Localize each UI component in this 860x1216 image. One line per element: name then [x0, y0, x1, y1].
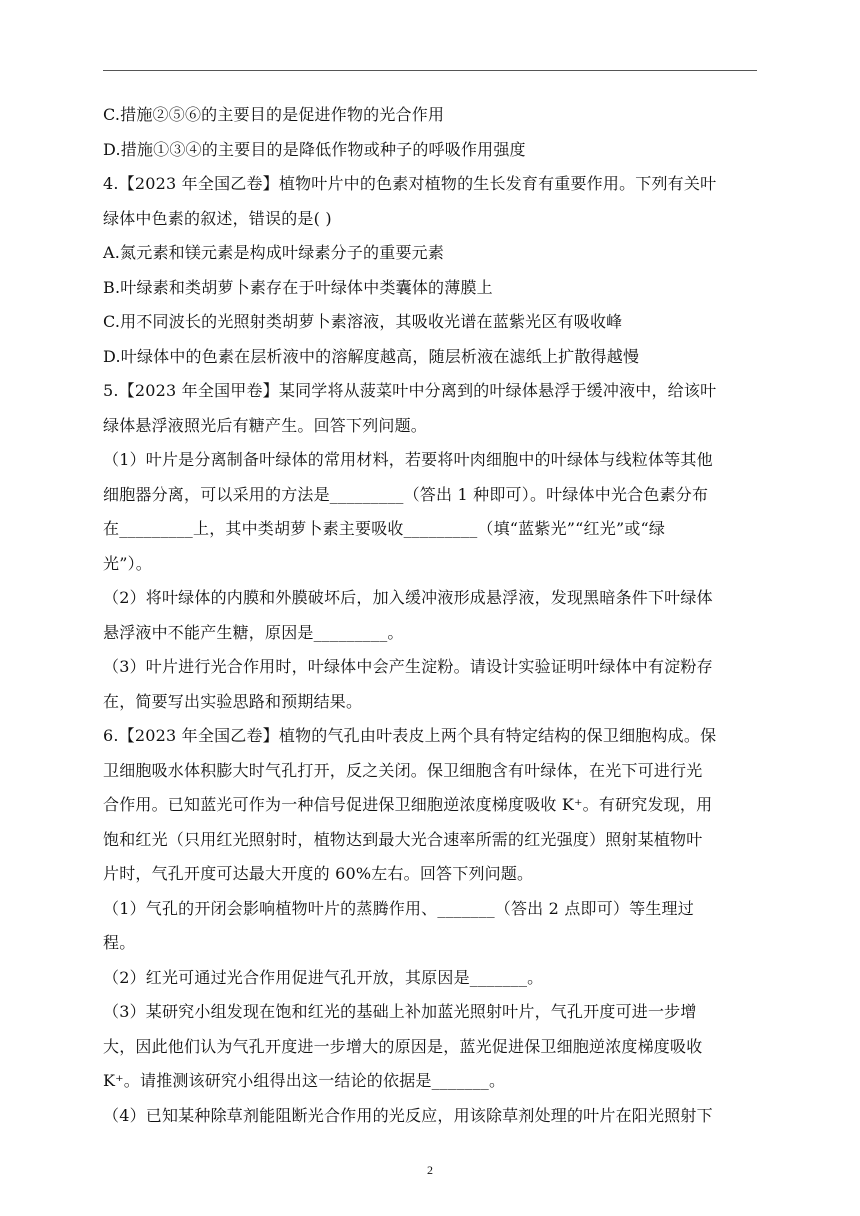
document-body: [103, 102, 763, 1137]
text-line: （1）叶片是分离制备叶绿体的常用材料，若要将叶肉细胞中的叶绿体与线粒体等其他: [103, 450, 713, 469]
text-line: K⁺。请推测该研究小组得出这一结论的依据是_______。: [103, 1071, 506, 1090]
text-line: 大，因此他们认为气孔开度进一步增大的原因是，蓝光促进保卫细胞逆浓度梯度吸收: [103, 1036, 703, 1056]
text-line: 悬浮液中不能产生糖，原因是_________。: [103, 622, 404, 642]
text-line: （1）气孔的开闭会影响植物叶片的蒸腾作用、_______（答出 2 点即可）等生理过: [103, 898, 694, 918]
text-line: 绿体悬浮液照光后有糖产生。回答下列问题。: [103, 415, 428, 435]
header-rule: [103, 70, 757, 71]
text-line: 细胞器分离，可以采用的方法是_________（答出 1 种即可）。叶绿体中光合色素分布: [103, 484, 709, 504]
text-line: 片时，气孔开度可达最大开度的 60%左右。回答下列问题。: [103, 864, 534, 883]
text-line: C.措施②⑤⑥的主要目的是促进作物的光合作用: [103, 105, 445, 124]
text-line: 饱和红光（只用红光照射时，植物达到最大光合速率所需的红光强度）照射某植物叶: [103, 829, 703, 849]
text-line: A.氮元素和镁元素是构成叶绿素分子的重要元素: [103, 243, 445, 262]
text-line: 绿体中色素的叙述，错误的是( ): [103, 208, 332, 228]
text-line: （3）叶片进行光合作用时，叶绿体中会产生淀粉。请设计实验证明叶绿体中有淀粉存: [103, 657, 713, 676]
text-line: （2）将叶绿体的内膜和外膜破坏后，加入缓冲液形成悬浮液，发现黑暗条件下叶绿体: [103, 588, 713, 607]
text-line: （3）某研究小组发现在饱和红光的基础上补加蓝光照射叶片，气孔开度可进一步增: [103, 1002, 697, 1021]
text-line: 在_________上，其中类胡萝卜素主要吸收_________（填“蓝紫光”“红光”或“绿: [103, 519, 666, 538]
text-line: C.用不同波长的光照射类胡萝卜素溶液，其吸收光谱在蓝紫光区有吸收峰: [103, 312, 623, 331]
page-number: 2: [427, 1163, 433, 1177]
text-line: 5.【2023 年全国甲卷】某同学将从菠菜叶中分离到的叶绿体悬浮于缓冲液中，给该叶: [103, 381, 717, 400]
text-line: 4.【2023 年全国乙卷】植物叶片中的色素对植物的生长发育有重要作用。下列有关叶: [103, 174, 717, 193]
text-line: D.叶绿体中的色素在层析液中的溶解度越高，随层析液在滤纸上扩散得越慢: [103, 346, 640, 366]
text-line: B.叶绿素和类胡萝卜素存在于叶绿体中类囊体的薄膜上: [103, 277, 493, 297]
text-line: （4）已知某种除草剂能阻断光合作用的光反应，用该除草剂处理的叶片在阳光照射下: [103, 1105, 713, 1125]
text-line: D.措施①③④的主要目的是降低作物或种子的呼吸作用强度: [103, 139, 526, 159]
text-line: 合作用。已知蓝光可作为一种信号促进保卫细胞逆浓度梯度吸收 K⁺。有研究发现，用: [103, 795, 713, 814]
text-line: （2）红光可通过光合作用促进气孔开放，其原因是_______。: [103, 967, 544, 987]
text-line: 在，简要写出实验思路和预期结果。: [103, 691, 363, 711]
text-line: 光”）。: [103, 553, 152, 573]
text-line: 6.【2023 年全国乙卷】植物的气孔由叶表皮上两个具有特定结构的保卫细胞构成。保: [103, 726, 717, 745]
text-line: 程。: [103, 933, 136, 952]
text-line: 卫细胞吸水体积膨大时气孔打开，反之关闭。保卫细胞含有叶绿体，在光下可进行光: [103, 760, 703, 780]
